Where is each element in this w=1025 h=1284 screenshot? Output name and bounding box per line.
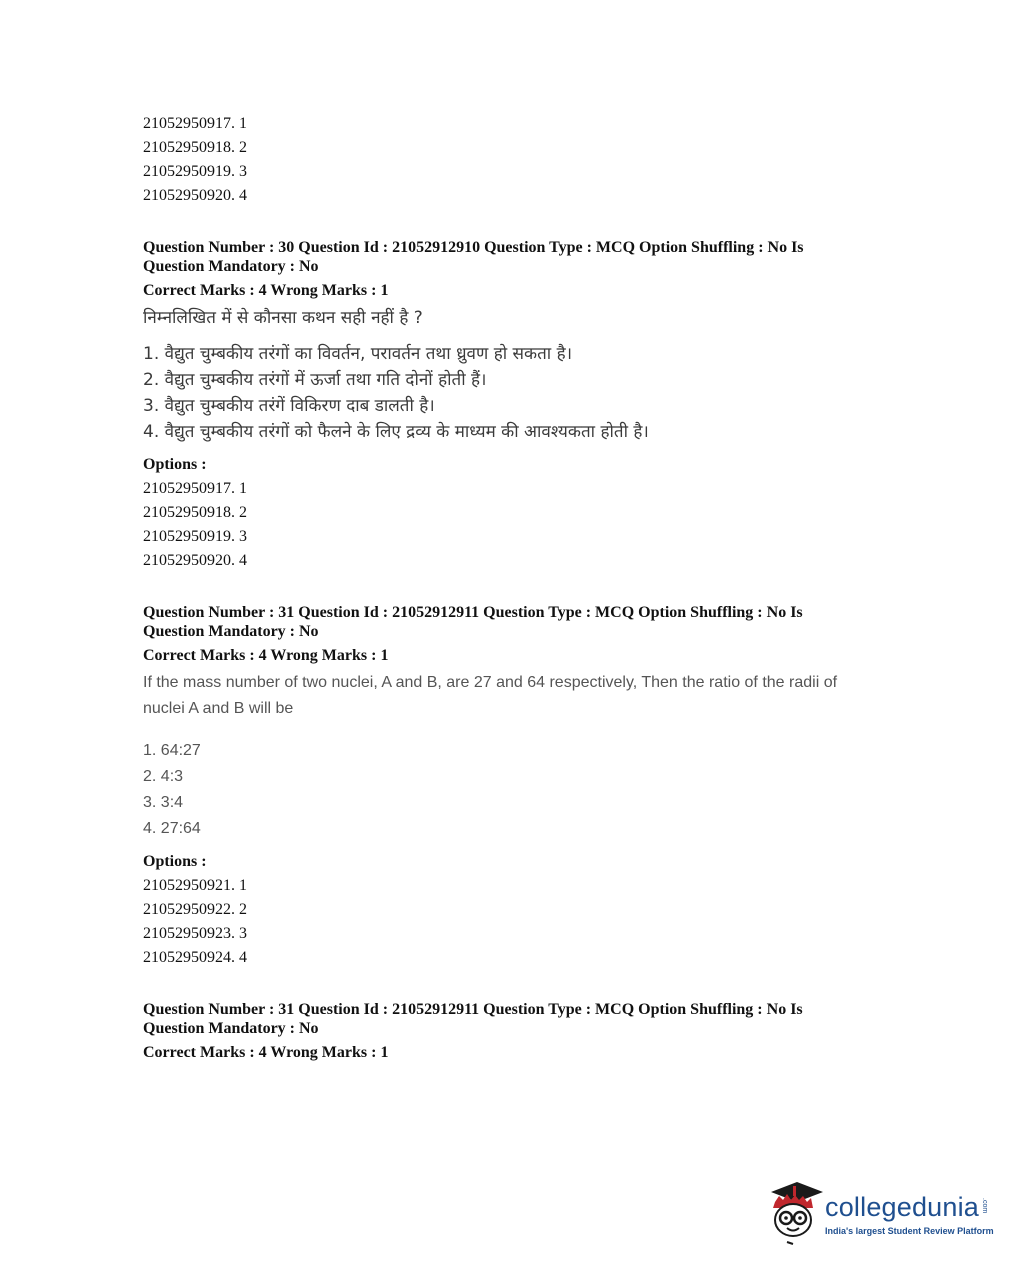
choice-item: 4. 27:64 <box>143 820 201 837</box>
option-item: 21052950918. 2 <box>143 139 247 156</box>
choice-item: 4. वैद्युत चुम्बकीय तरंगों को फैलने के लिए द्रव्य के माध्यम की आवश्यकता होती है। <box>143 422 649 442</box>
question-text: निम्नलिखित में से कौनसा कथन सही नहीं है ? <box>143 308 423 328</box>
collegedunia-logo <box>767 1178 997 1250</box>
question-header-mandatory: Question Mandatory : No <box>143 258 319 275</box>
top-options-list <box>143 112 883 208</box>
logo-name: collegedunia <box>825 1192 980 1222</box>
option-item: 21052950917. 1 <box>143 480 247 497</box>
option-item: 21052950918. 2 <box>143 504 247 521</box>
logo-tagline: India's largest Student Review Platform <box>825 1226 994 1236</box>
question-header: Question Number : 31 Question Id : 21052912911 Question Type : MCQ Option Shuffling : No Is <box>143 1001 803 1018</box>
choice-item: 1. वैद्युत चुम्बकीय तरंगों का विवर्तन, परावर्तन तथा ध्रुवण हो सकता है। <box>143 344 573 364</box>
choice-item: 3. वैद्युत चुम्बकीय तरंगें विकिरण दाब डालती है। <box>143 396 435 416</box>
choice-item: 2. वैद्युत चुम्बकीय तरंगों में ऊर्जा तथा गति दोनों होती हैं। <box>143 370 487 390</box>
question-marks: Correct Marks : 4 Wrong Marks : 1 <box>143 282 389 299</box>
options-label: Options : <box>143 853 207 870</box>
option-item: 21052950924. 4 <box>143 949 247 966</box>
option-item: 21052950919. 3 <box>143 528 247 545</box>
choice-item: 3. 3:4 <box>143 794 184 811</box>
document-page <box>143 112 883 1065</box>
question-31 <box>143 603 883 970</box>
question-text: If the mass number of two nuclei, A and B, are 27 and 64 respectively, Then the ratio of the radii of nuclei A and B will be <box>143 674 838 717</box>
options-label: Options : <box>143 456 207 473</box>
options-list <box>143 874 883 970</box>
question-marks: Correct Marks : 4 Wrong Marks : 1 <box>143 647 389 664</box>
question-choices <box>143 738 883 842</box>
student-mascot-icon <box>767 1178 825 1250</box>
choice-item: 2. 4:3 <box>143 768 184 785</box>
option-item: 21052950923. 3 <box>143 925 247 942</box>
option-item: 21052950920. 4 <box>143 187 247 204</box>
option-item: 21052950917. 1 <box>143 115 247 132</box>
option-item: 21052950920. 4 <box>143 552 247 569</box>
logo-domain-suffix: .com <box>981 1198 988 1214</box>
option-item: 21052950922. 2 <box>143 901 247 918</box>
question-marks: Correct Marks : 4 Wrong Marks : 1 <box>143 1044 389 1061</box>
question-31-repeat <box>143 1000 883 1065</box>
question-choices <box>143 341 883 445</box>
question-header-mandatory: Question Mandatory : No <box>143 623 319 640</box>
question-header-mandatory: Question Mandatory : No <box>143 1020 319 1037</box>
option-item: 21052950921. 1 <box>143 877 247 894</box>
question-header: Question Number : 30 Question Id : 21052912910 Question Type : MCQ Option Shuffling : No Is <box>143 239 804 256</box>
option-item: 21052950919. 3 <box>143 163 247 180</box>
options-list <box>143 477 883 573</box>
question-30 <box>143 238 883 573</box>
choice-item: 1. 64:27 <box>143 742 201 759</box>
question-header: Question Number : 31 Question Id : 21052912911 Question Type : MCQ Option Shuffling : No Is <box>143 604 803 621</box>
